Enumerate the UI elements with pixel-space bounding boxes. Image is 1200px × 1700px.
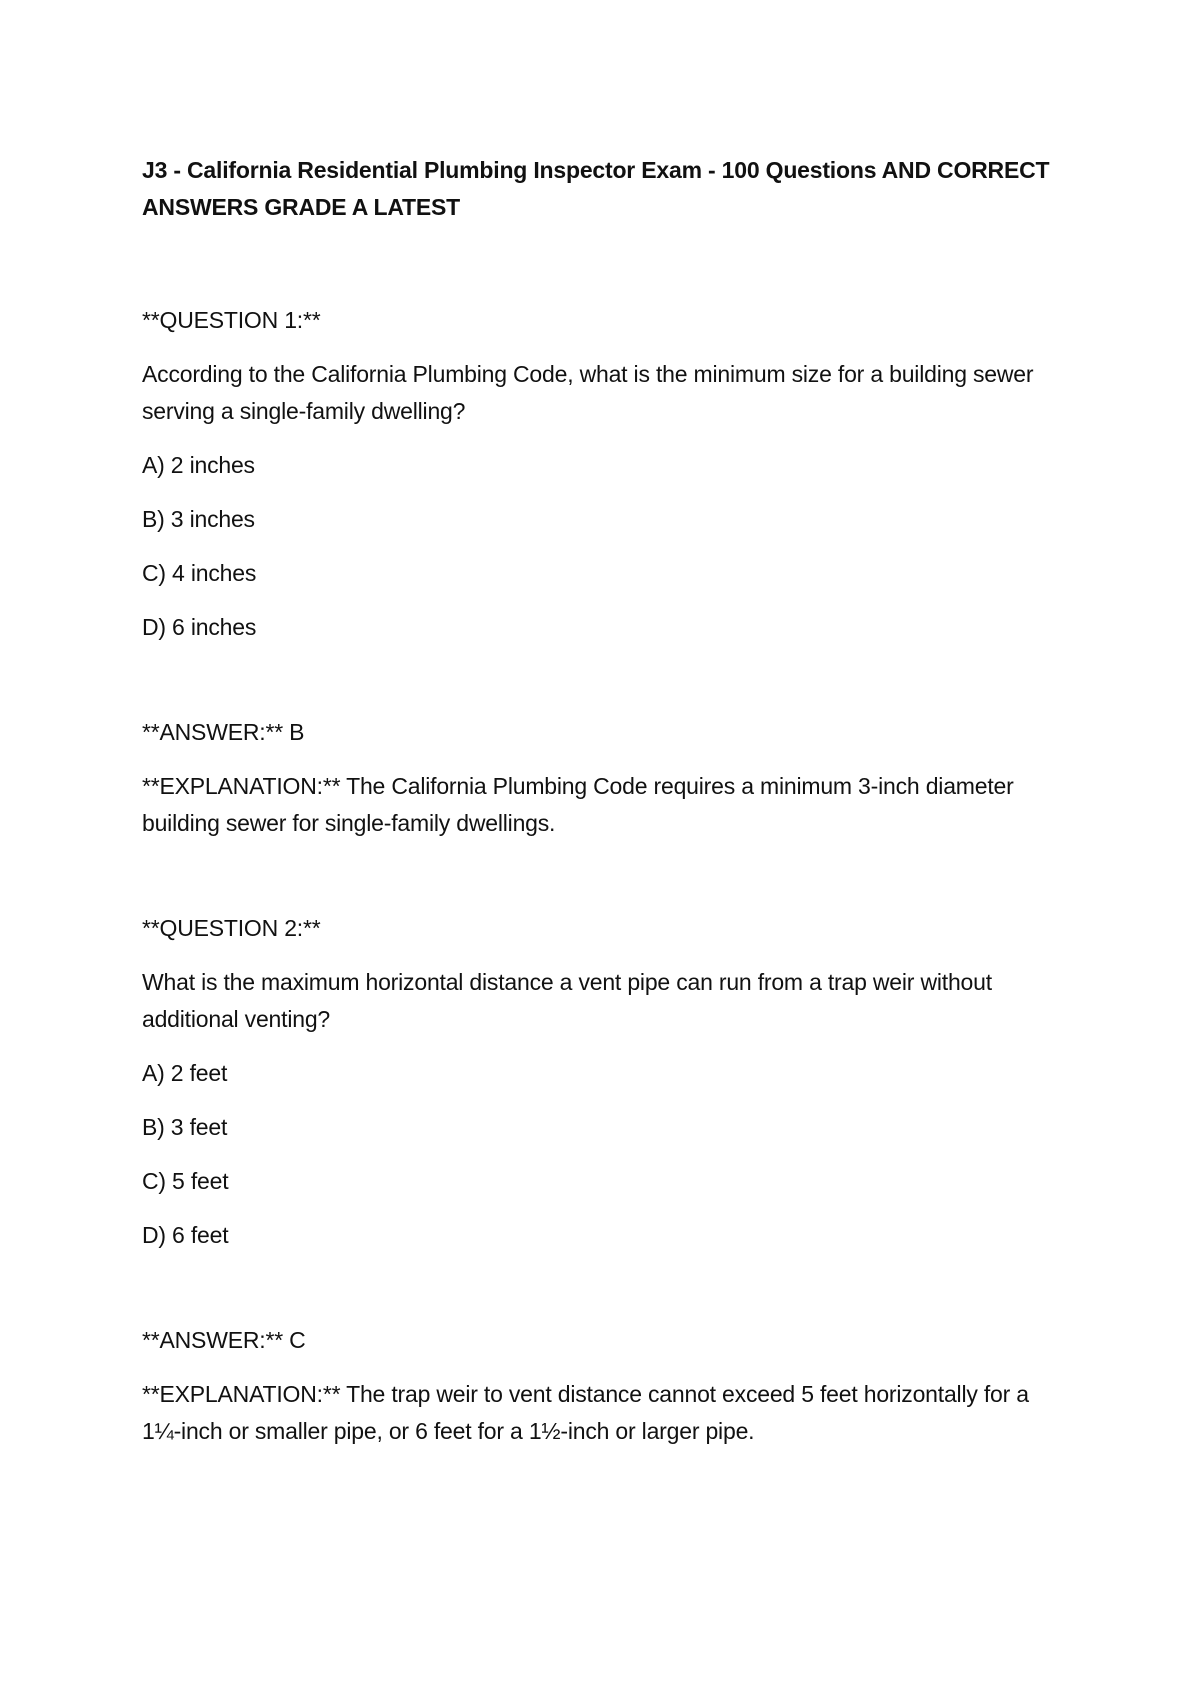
- answer-option-b: B) 3 inches: [142, 506, 255, 532]
- correct-answer: **ANSWER:** B: [142, 719, 305, 745]
- document-title: J3 - California Residential Plumbing Inspector Exam - 100 Questions AND CORRECT ANSWERS GRADE A LATEST: [142, 157, 1050, 220]
- answer-explanation: **EXPLANATION:** The trap weir to vent distance cannot exceed 5 feet horizontally for a 1¼-inch or smaller pipe, or 6 feet for a 1½-inch or larger pipe.: [142, 1381, 1029, 1444]
- question-block-2: [142, 910, 1072, 1450]
- answer-option-d: D) 6 inches: [142, 614, 257, 640]
- question-text: What is the maximum horizontal distance a vent pipe can run from a trap weir without additional venting?: [142, 969, 992, 1032]
- answer-option-b: B) 3 feet: [142, 1114, 228, 1140]
- question-heading: **QUESTION 1:**: [142, 307, 321, 333]
- answer-option-c: C) 4 inches: [142, 560, 257, 586]
- question-heading: **QUESTION 2:**: [142, 915, 321, 941]
- question-text: According to the California Plumbing Code, what is the minimum size for a building sewer serving a single-family dwelling?: [142, 361, 1034, 424]
- correct-answer: **ANSWER:** C: [142, 1327, 306, 1353]
- document-content: [142, 152, 1072, 1518]
- answer-option-c: C) 5 feet: [142, 1168, 229, 1194]
- answer-option-a: A) 2 inches: [142, 452, 255, 478]
- question-block-1: [142, 302, 1072, 842]
- answer-option-d: D) 6 feet: [142, 1222, 229, 1248]
- answer-explanation: **EXPLANATION:** The California Plumbing Code requires a minimum 3-inch diameter building sewer for single-family dwellings.: [142, 773, 1014, 836]
- answer-option-a: A) 2 feet: [142, 1060, 228, 1086]
